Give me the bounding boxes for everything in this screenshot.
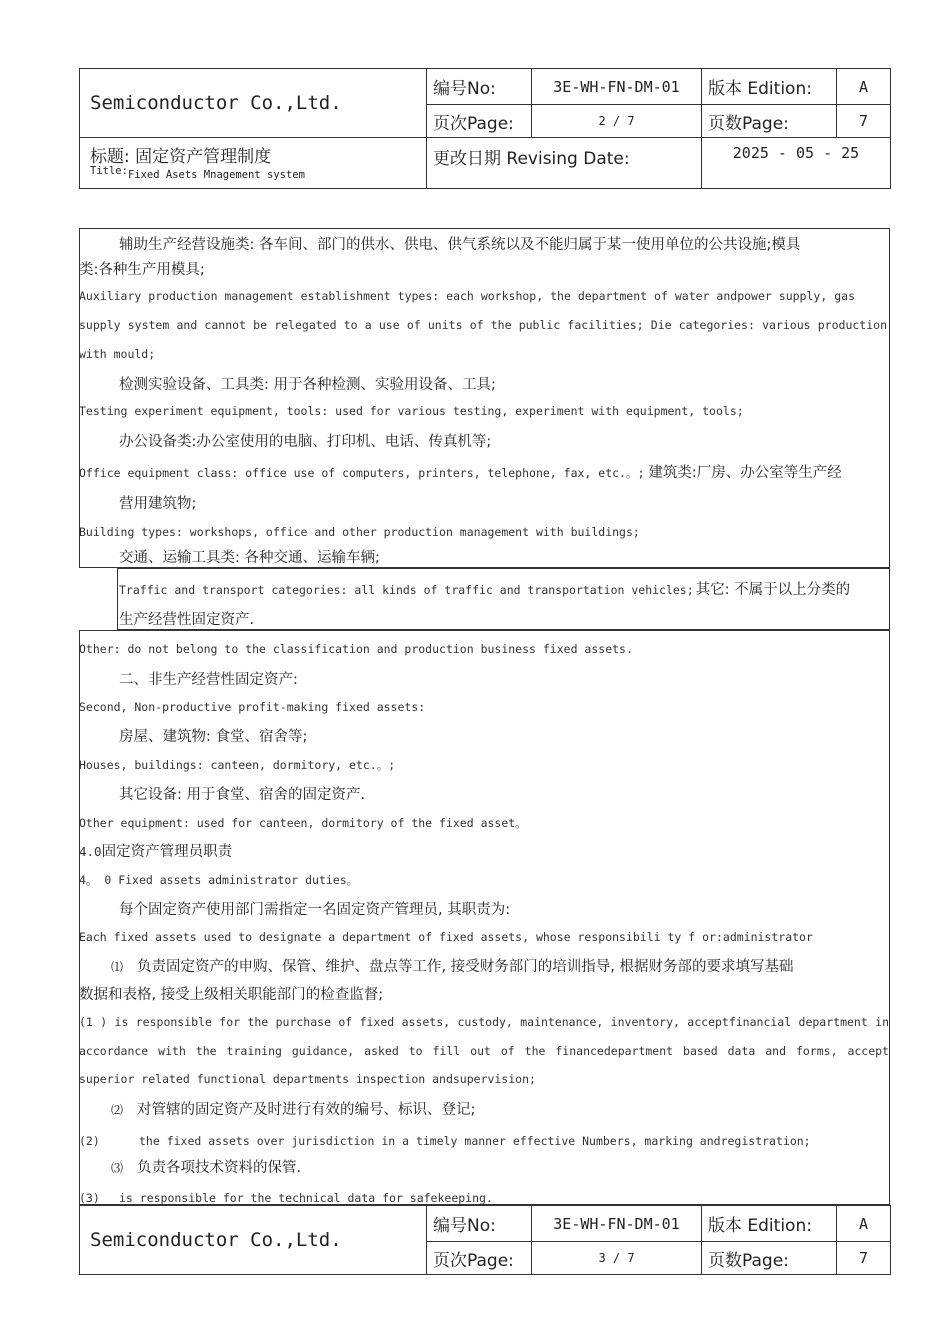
page-value: 2 / 7 — [532, 105, 702, 138]
i1-cn-a: 负责固定资产的申购、保管、维护、盘点等工作, 接受财务部门的培训指导, 根据财务部的要求填写基础 — [137, 959, 794, 975]
p2-cn: 检测实验设备、工具类: 用于各种检测、实验用设备、工具; — [119, 377, 496, 393]
pages-value-bottom: 7 — [837, 1242, 891, 1275]
edition-value: A — [837, 69, 891, 105]
title-en — [90, 165, 420, 181]
p3-cn: 办公设备类:办公室使用的电脑、打印机、电话、传真机等; — [119, 434, 492, 450]
s4-cn: 固定资产管理员职责 — [101, 844, 233, 860]
i3-cn-line — [111, 1156, 301, 1177]
p5-en: Traffic and transport categories: all kinds of traffic and transportation vehicles; — [119, 583, 694, 597]
p3-en-line — [79, 461, 842, 482]
i2-cn-line — [111, 1098, 475, 1119]
p3-en: Office equipment class: office use of computers, printers, telephone, fax, etc.。; — [79, 466, 645, 480]
p9-cn: 其它设备: 用于食堂、宿舍的固定资产. — [119, 787, 366, 803]
i1-en-a: (1 ) is responsible for the purchase of fixed assets, custody, maintenance, inventory, acceptfinancial department in — [79, 1015, 889, 1029]
page-label-bottom: 页次Page: — [427, 1242, 532, 1275]
p6-en: Other: do not belong to the classification and production business fixed assets. — [79, 642, 633, 656]
p5-en-line — [119, 578, 850, 599]
i3-en-line — [79, 1187, 493, 1206]
title-label: 标题: 固定资产管理制度 — [90, 147, 272, 167]
page-value-bottom: 3 / 7 — [532, 1242, 702, 1275]
p1-en-b: supply system and cannot be relegated to a use of units of the public facilities; Die categories: various production — [79, 318, 887, 332]
number-value: 3E-WH-FN-DM-01 — [532, 69, 702, 105]
i3-en-num: (3) — [79, 1191, 100, 1205]
pages-value: 7 — [837, 105, 891, 138]
title-cell — [80, 138, 427, 189]
edition-label: 版本 Edition: — [702, 69, 837, 105]
i1-num: ⑴ — [111, 960, 124, 974]
i3-cn: 负责各项技术资料的保管. — [137, 1160, 302, 1176]
s4-num: 4.0 — [79, 844, 102, 859]
edition-label-bottom: 版本 Edition: — [702, 1206, 837, 1242]
content-box-1 — [79, 228, 890, 568]
pages-label-bottom: 页数Page: — [702, 1242, 837, 1275]
header-table-top — [79, 68, 891, 189]
i1-en-c: superior related functional departments inspection andsupervision; — [79, 1072, 536, 1086]
s4-en: 4。 0 Fixed assets administrator duties。 — [79, 873, 359, 887]
number-label: 编号No: — [427, 69, 532, 105]
title-en-text: Fixed Asets Mnagement system — [127, 169, 305, 181]
i3-en: is responsible for the technical data for safekeeping. — [119, 1191, 493, 1205]
edition-value-bottom: A — [837, 1206, 891, 1242]
p3-cn-tail: 建筑类:厂房、办公室等生产经 — [648, 465, 842, 481]
p3-cn-b: 营用建筑物; — [119, 496, 197, 512]
i1-en-b: accordance with the training guidance, asked to fill out of the financedepartment based data and forms, accept — [79, 1044, 889, 1058]
p10-en: Each fixed assets used to designate a department of fixed assets, whose responsibili ty f or:administrator — [79, 930, 813, 944]
p9-en: Other equipment: used for canteen, dormitory of the fixed asset。 — [79, 816, 527, 830]
revising-value: 2025 - 05 - 25 — [702, 138, 891, 189]
p5-cn: 交通、运输工具类: 各种交通、运输车辆; — [119, 550, 380, 566]
p5-cn-b: 生产经营性固定资产. — [119, 612, 255, 628]
header-table-bottom — [79, 1205, 891, 1275]
i2-cn: 对管辖的固定资产及时进行有效的编号、标识、登记; — [137, 1102, 476, 1118]
p10-cn: 每个固定资产使用部门需指定一名固定资产管理员, 其职责为: — [119, 902, 511, 918]
p8-cn: 房屋、建筑物: 食堂、宿舍等; — [119, 729, 308, 745]
i1-cn-b: 数据和表格, 接受上级相关职能部门的检查监督; — [79, 987, 384, 1003]
page-label: 页次Page: — [427, 105, 532, 138]
i2-en-num: (2) — [79, 1134, 100, 1148]
p1-cn-b: 类:各种生产用模具; — [79, 262, 205, 278]
i2-num: ⑵ — [111, 1103, 124, 1117]
revising-label: 更改日期 Revising Date: — [427, 138, 702, 189]
pages-label: 页数Page: — [702, 105, 837, 138]
i2-en: the fixed assets over jurisdiction in a timely manner effective Numbers, marking andregistration; — [139, 1134, 811, 1148]
p8-en: Houses, buildings: canteen, dormitory, etc.。; — [79, 758, 396, 772]
p7-cn: 二、非生产经营性固定资产: — [119, 672, 298, 688]
i1-cn-line — [111, 955, 793, 976]
number-label-bottom: 编号No: — [427, 1206, 532, 1242]
number-value-bottom: 3E-WH-FN-DM-01 — [532, 1206, 702, 1242]
p5-cn-tail: 其它: 不属于以上分类的 — [695, 582, 851, 598]
company-name-bottom: Semiconductor Co.,Ltd. — [80, 1206, 427, 1275]
i2-en-line — [79, 1130, 811, 1149]
p4-en: Building types: workshops, office and other production management with buildings; — [79, 525, 640, 539]
i3-num: ⑶ — [111, 1161, 124, 1175]
p1-cn-a: 辅助生产经营设施类: 各车间、部门的供水、供电、供气系统以及不能归属于某一使用单位的公共设施;模具 — [119, 237, 801, 253]
p1-en-a: Auxiliary production management establishment types: each workshop, the department of water andpower supply, gas — [79, 289, 855, 303]
p2-en: Testing experiment equipment, tools: used for various testing, experiment with equipment, tools; — [79, 404, 744, 418]
p7-en: Second, Non-productive profit-making fixed assets: — [79, 700, 426, 714]
p1-en-c: with mould; — [79, 347, 156, 361]
title-en-prefix: Title: — [90, 165, 128, 177]
company-name: Semiconductor Co.,Ltd. — [80, 69, 427, 138]
s4-heading — [79, 840, 232, 861]
